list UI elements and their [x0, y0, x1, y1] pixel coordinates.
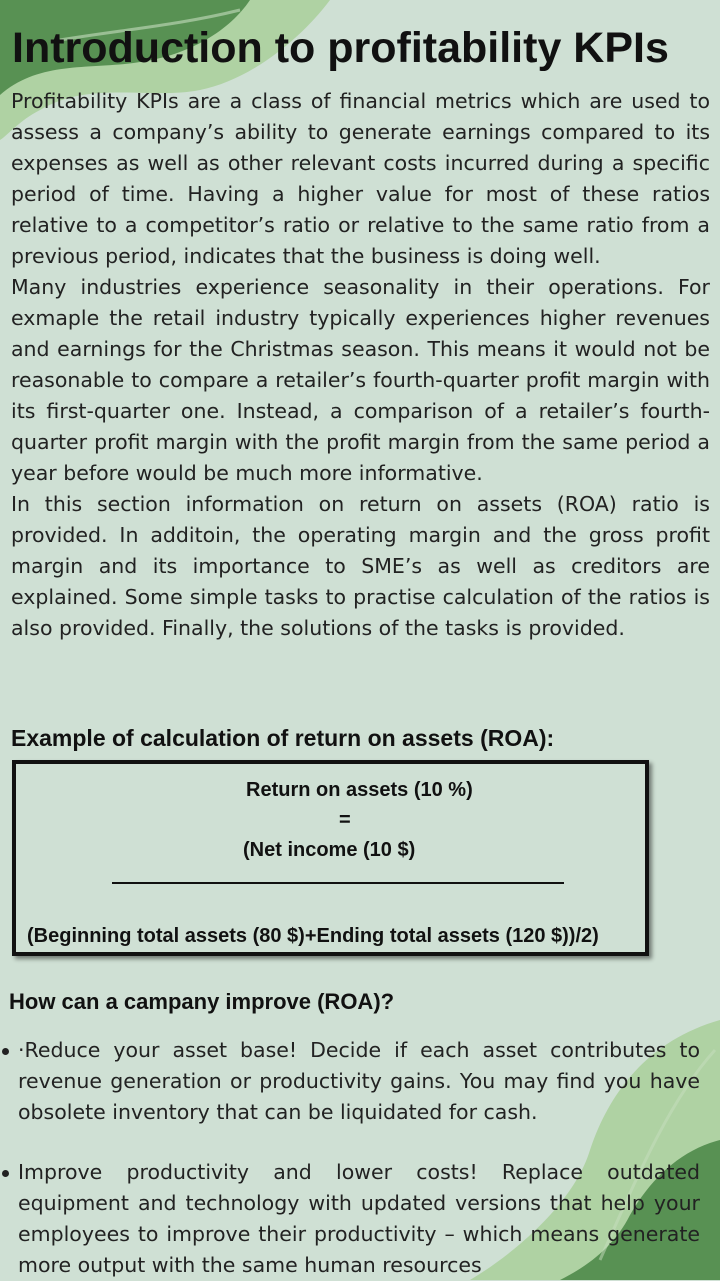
fraction-bar — [112, 882, 564, 884]
page-title: Introduction to profitability KPIs — [12, 24, 669, 72]
intro-paragraph-1: Profitability KPIs are a class of financial metrics which are used to assess a company’s ability to generate earnings compared to its expenses as well as other relevant costs incurred during a specific period of time. Having a higher value for most of these ratios relative to a competitor’s ratio or relative to the same ratio from a previous period, indicates that the business is doing well. — [11, 89, 710, 268]
example-heading: Example of calculation of return on assets (ROA): — [11, 725, 555, 751]
improve-question: How can a campany improve (ROA)? — [9, 989, 395, 1014]
formula-denominator: (Beginning total assets (80 $)+Ending total assets (120 $))/2) — [27, 925, 599, 947]
bullet-text: Improve productivity and lower costs! Replace outdated equipment and technology with updated versions that help your employees to improve their productivity – which means generate more output with the same human resources — [18, 1160, 700, 1277]
bullet-text: ·Reduce your asset base! Decide if each asset contributes to revenue generation or productivity gains. You may find you have obsolete inventory that can be liquidated for cash. — [18, 1038, 700, 1124]
formula-equals: = — [339, 809, 351, 831]
intro-section — [11, 86, 710, 644]
roa-formula-box — [12, 760, 649, 956]
bullet-icon — [2, 1170, 9, 1177]
intro-paragraph-3: In this section information on return on assets (ROA) ratio is provided. In additoin, the operating margin and the gross profit margin and its importance to SME’s as well as creditors are explained. Some simple tasks to practise calculation of the ratios is also provided. Finally, the solutions of the tasks is provided. — [11, 492, 710, 640]
bullet-icon — [2, 1048, 9, 1055]
formula-numerator: (Net income (10 $) — [243, 839, 416, 861]
formula-result: Return on assets (10 %) — [246, 779, 473, 801]
intro-paragraph-2: Many industries experience seasonality in their operations. For exmaple the retail industry typically experiences higher revenues and earnings for the Christmas season. This means it would not be reasonable to compare a retailer’s fourth-quarter profit margin with its first-quarter one. Instead, a comparison of a retailer’s fourth-quarter profit margin with the profit margin from the same period a year before would be much more informative. — [11, 275, 710, 485]
